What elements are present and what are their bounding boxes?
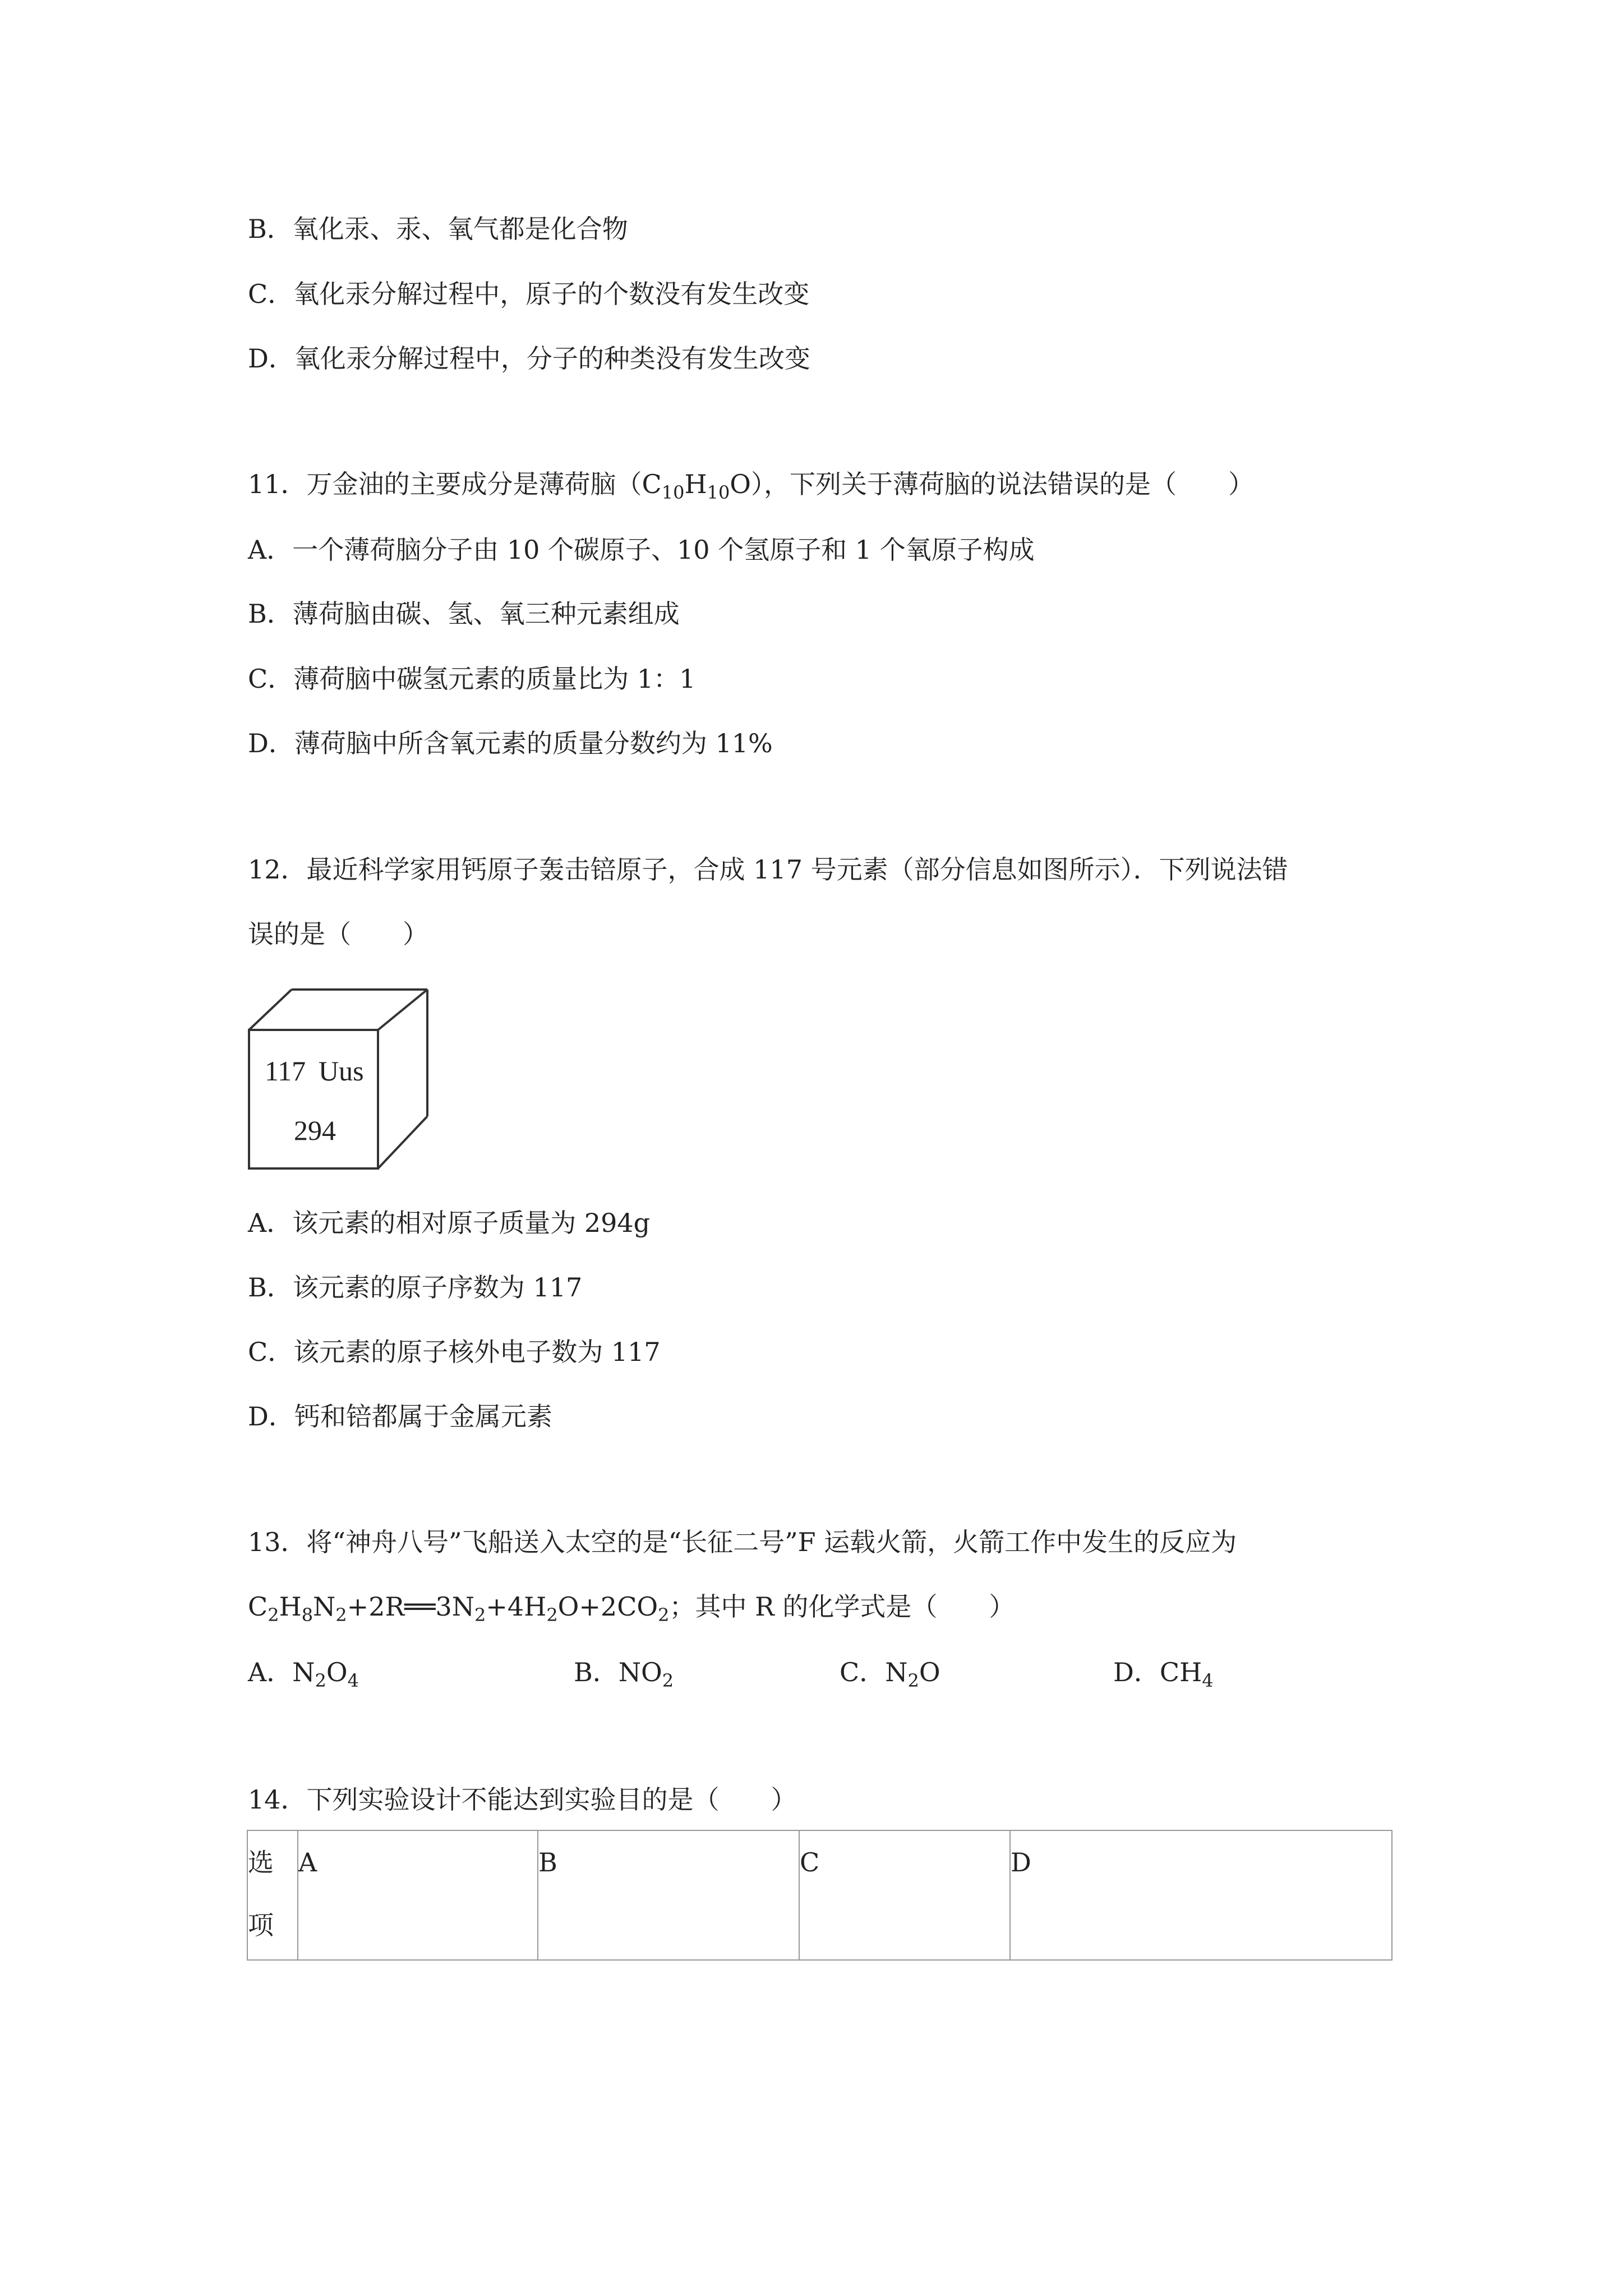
- q13-option-b: B．$NO_2$: [574, 1657, 674, 1691]
- table-header-d: D: [1010, 1830, 1392, 1960]
- q13-option-a: A．$N_2O_4$: [248, 1657, 359, 1691]
- q12-stem-line1: 12．最近科学家用钙原子轰击锫原子，合成 117 号元素（部分信息如图所示）．下列说法错: [248, 854, 1288, 885]
- q12-stem-line2: 误的是（ ）: [248, 919, 428, 949]
- q13-stem-line1: 13．将“神舟八号”飞船送入太空的是“长征二号”F 运载火箭，火箭工作中发生的反应为: [248, 1527, 1237, 1557]
- q11-option-c: C．薄荷脑中碳氢元素的质量比为 1：1: [248, 664, 696, 694]
- table-header-c: C: [799, 1830, 1010, 1960]
- q13-option-d: D．$CH_4$: [1113, 1657, 1214, 1691]
- q12-option-a: A．该元素的相对原子质量为 294g: [248, 1208, 651, 1238]
- q10-option-d: D．氧化汞分解过程中，分子的种类没有发生改变: [248, 343, 810, 374]
- q11-stem: 11．万金油的主要成分是薄荷脑$(C_{10}H_{10}O)$，下列关于薄荷脑的说法错误的是（ ）: [248, 469, 1255, 503]
- q12-option-c: C．该元素的原子核外电子数为 117: [248, 1337, 661, 1367]
- q13-option-c: C．$N_2O$: [840, 1657, 940, 1691]
- header-char-2: 项: [248, 1910, 274, 1940]
- table-header-b: B: [538, 1830, 799, 1960]
- element-atomic-number: 117: [265, 1055, 306, 1087]
- q12-option-d: D．钙和锫都属于金属元素: [248, 1401, 552, 1432]
- q11-option-b: B．薄荷脑由碳、氢、氧三种元素组成: [248, 599, 680, 629]
- q12-option-b: B．该元素的原子序数为 117: [248, 1272, 583, 1303]
- element-symbol: Uus: [319, 1055, 364, 1087]
- table-header-a: A: [298, 1830, 538, 1960]
- table-header-option: [247, 1830, 298, 1960]
- q14-stem: 14．下列实验设计不能达到实验目的是（ ）: [248, 1784, 797, 1815]
- q11-option-a: A．一个薄荷脑分子由 10 个碳原子、10 个氢原子和 1 个氧原子构成: [248, 535, 1035, 565]
- header-char-1: 选: [248, 1847, 274, 1878]
- q10-option-b: B．氧化汞、汞、氧气都是化合物: [248, 214, 628, 244]
- element-cube-diagram: [247, 987, 432, 1172]
- q14-options-table: [247, 1830, 1393, 1961]
- q13-equation: $C_2H_8N_2+2R══3N_2+4H_2O+2CO_2$；其中 R 的化学式是（ ）: [248, 1591, 1015, 1626]
- element-atomic-mass: 294: [294, 1115, 336, 1146]
- table-row: [247, 1830, 1392, 1960]
- q10-option-c: C．氧化汞分解过程中，原子的个数没有发生改变: [248, 279, 810, 309]
- q11-option-d: D．薄荷脑中所含氧元素的质量分数约为 11%: [248, 728, 773, 758]
